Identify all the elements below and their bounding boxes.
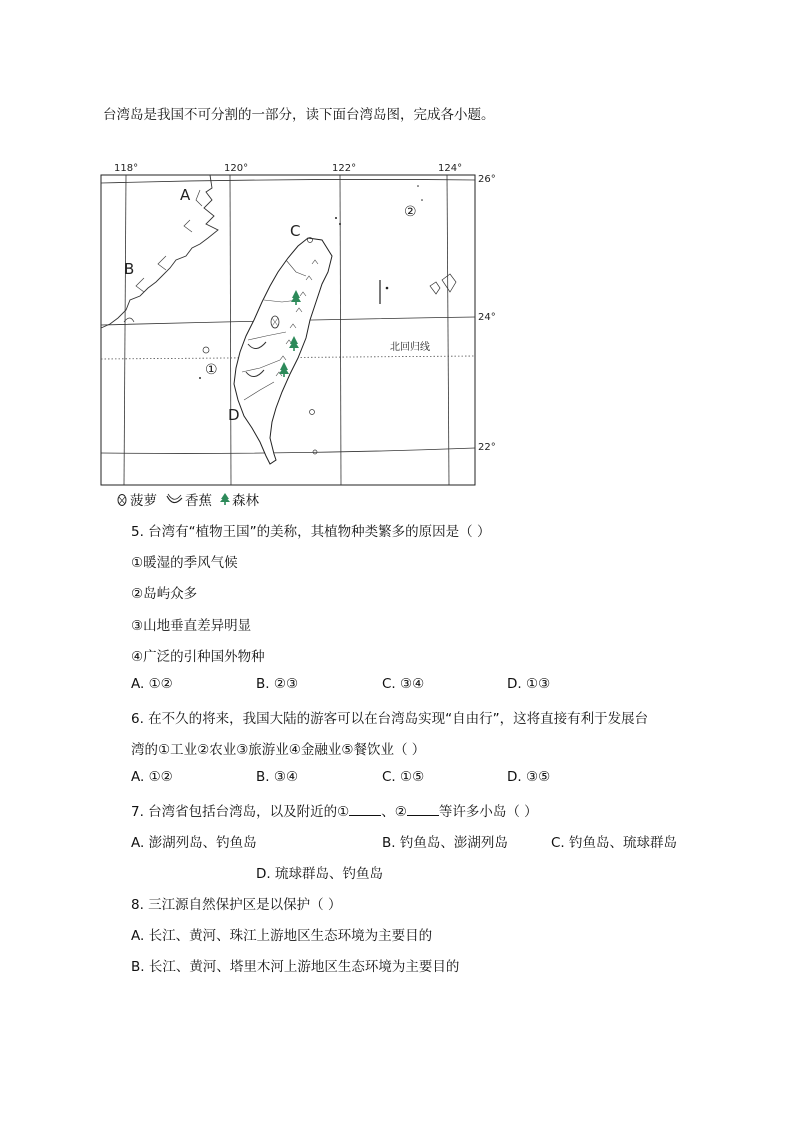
legend-banana	[165, 489, 212, 509]
question-6-option-b[interactable]: B. ③④	[256, 769, 299, 785]
question-8-stem: 8. 三江源自然保护区是以保护（ ）	[131, 897, 342, 913]
question-5-item-2: ②岛屿众多	[131, 586, 198, 602]
label-c: C	[290, 222, 301, 240]
question-7-stem-part-1: 7. 台湾省包括台湾岛，以及附近的①	[131, 804, 350, 820]
question-5-item-3: ③山地垂直差异明显	[131, 618, 252, 634]
forest-icon	[220, 492, 230, 506]
question-7-stem	[131, 800, 538, 820]
question-7-option-d[interactable]: D. 琉球群岛、钓鱼岛	[256, 866, 383, 882]
lat-22: 22°	[478, 442, 496, 453]
banana-icon	[165, 492, 183, 506]
question-6-stem-line-1: 6. 在不久的将来，我国大陆的游客可以在台湾岛实现“自由行”，这将直接有利于发展台	[131, 711, 649, 727]
question-6-option-d[interactable]: D. ③⑤	[507, 769, 551, 785]
question-7-stem-part-2: 、②	[381, 804, 407, 820]
question-7-blank-1[interactable]	[349, 803, 381, 816]
lon-124: 124°	[438, 163, 463, 174]
label-a: A	[180, 186, 191, 204]
label-b: B	[124, 260, 135, 278]
question-6-stem-line-2: 湾的①工业②农业③旅游业④金融业⑤餐饮业（ ）	[131, 742, 426, 758]
lon-122: 122°	[332, 163, 357, 174]
question-6-option-c[interactable]: C. ①⑤	[382, 769, 425, 785]
question-7-option-b[interactable]: B. 钓鱼岛、澎湖列岛	[382, 835, 508, 851]
question-5-option-c[interactable]: C. ③④	[382, 676, 425, 692]
legend-forest	[220, 489, 259, 509]
map-legend	[116, 489, 263, 509]
question-5-option-d[interactable]: D. ①③	[507, 676, 551, 692]
lon-118: 118°	[114, 163, 139, 174]
tropic-label: 北回归线	[390, 342, 430, 353]
legend-pineapple-label: 菠萝	[130, 493, 157, 509]
lat-24: 24°	[478, 312, 496, 323]
legend-banana-label: 香蕉	[185, 493, 212, 509]
label-circle-1: ①	[205, 362, 218, 378]
question-5-item-4: ④广泛的引种国外物种	[131, 649, 265, 665]
label-d: D	[228, 406, 240, 424]
legend-forest-label: 森林	[232, 493, 259, 509]
pineapple-icon	[116, 492, 128, 506]
question-5-item-1: ①暖湿的季风气候	[131, 555, 238, 571]
question-5-stem: 5. 台湾有“植物王国”的美称，其植物种类繁多的原因是（ ）	[131, 524, 491, 540]
question-7-stem-part-3: 等许多小岛（ ）	[438, 804, 538, 820]
intro-text: 台湾岛是我国不可分割的一部分，读下面台湾岛图，完成各小题。	[103, 107, 495, 123]
question-7-blank-2[interactable]	[407, 803, 439, 816]
question-8-option-b[interactable]: B. 长江、黄河、塔里木河上游地区生态环境为主要目的	[131, 959, 460, 975]
question-5-option-a[interactable]: A. ①②	[131, 676, 173, 692]
question-8-option-a[interactable]: A. 长江、黄河、珠江上游地区生态环境为主要目的	[131, 928, 433, 944]
taiwan-map-figure	[100, 160, 496, 488]
lat-26: 26°	[478, 174, 496, 185]
legend-pineapple	[116, 489, 157, 509]
lon-120: 120°	[224, 163, 249, 174]
label-circle-2: ②	[404, 204, 417, 220]
taiwan-map	[100, 160, 496, 488]
question-5-option-b[interactable]: B. ②③	[256, 676, 299, 692]
question-7-option-a[interactable]: A. 澎湖列岛、钓鱼岛	[131, 835, 257, 851]
question-6-option-a[interactable]: A. ①②	[131, 769, 173, 785]
question-7-option-c[interactable]: C. 钓鱼岛、琉球群岛	[551, 835, 678, 851]
